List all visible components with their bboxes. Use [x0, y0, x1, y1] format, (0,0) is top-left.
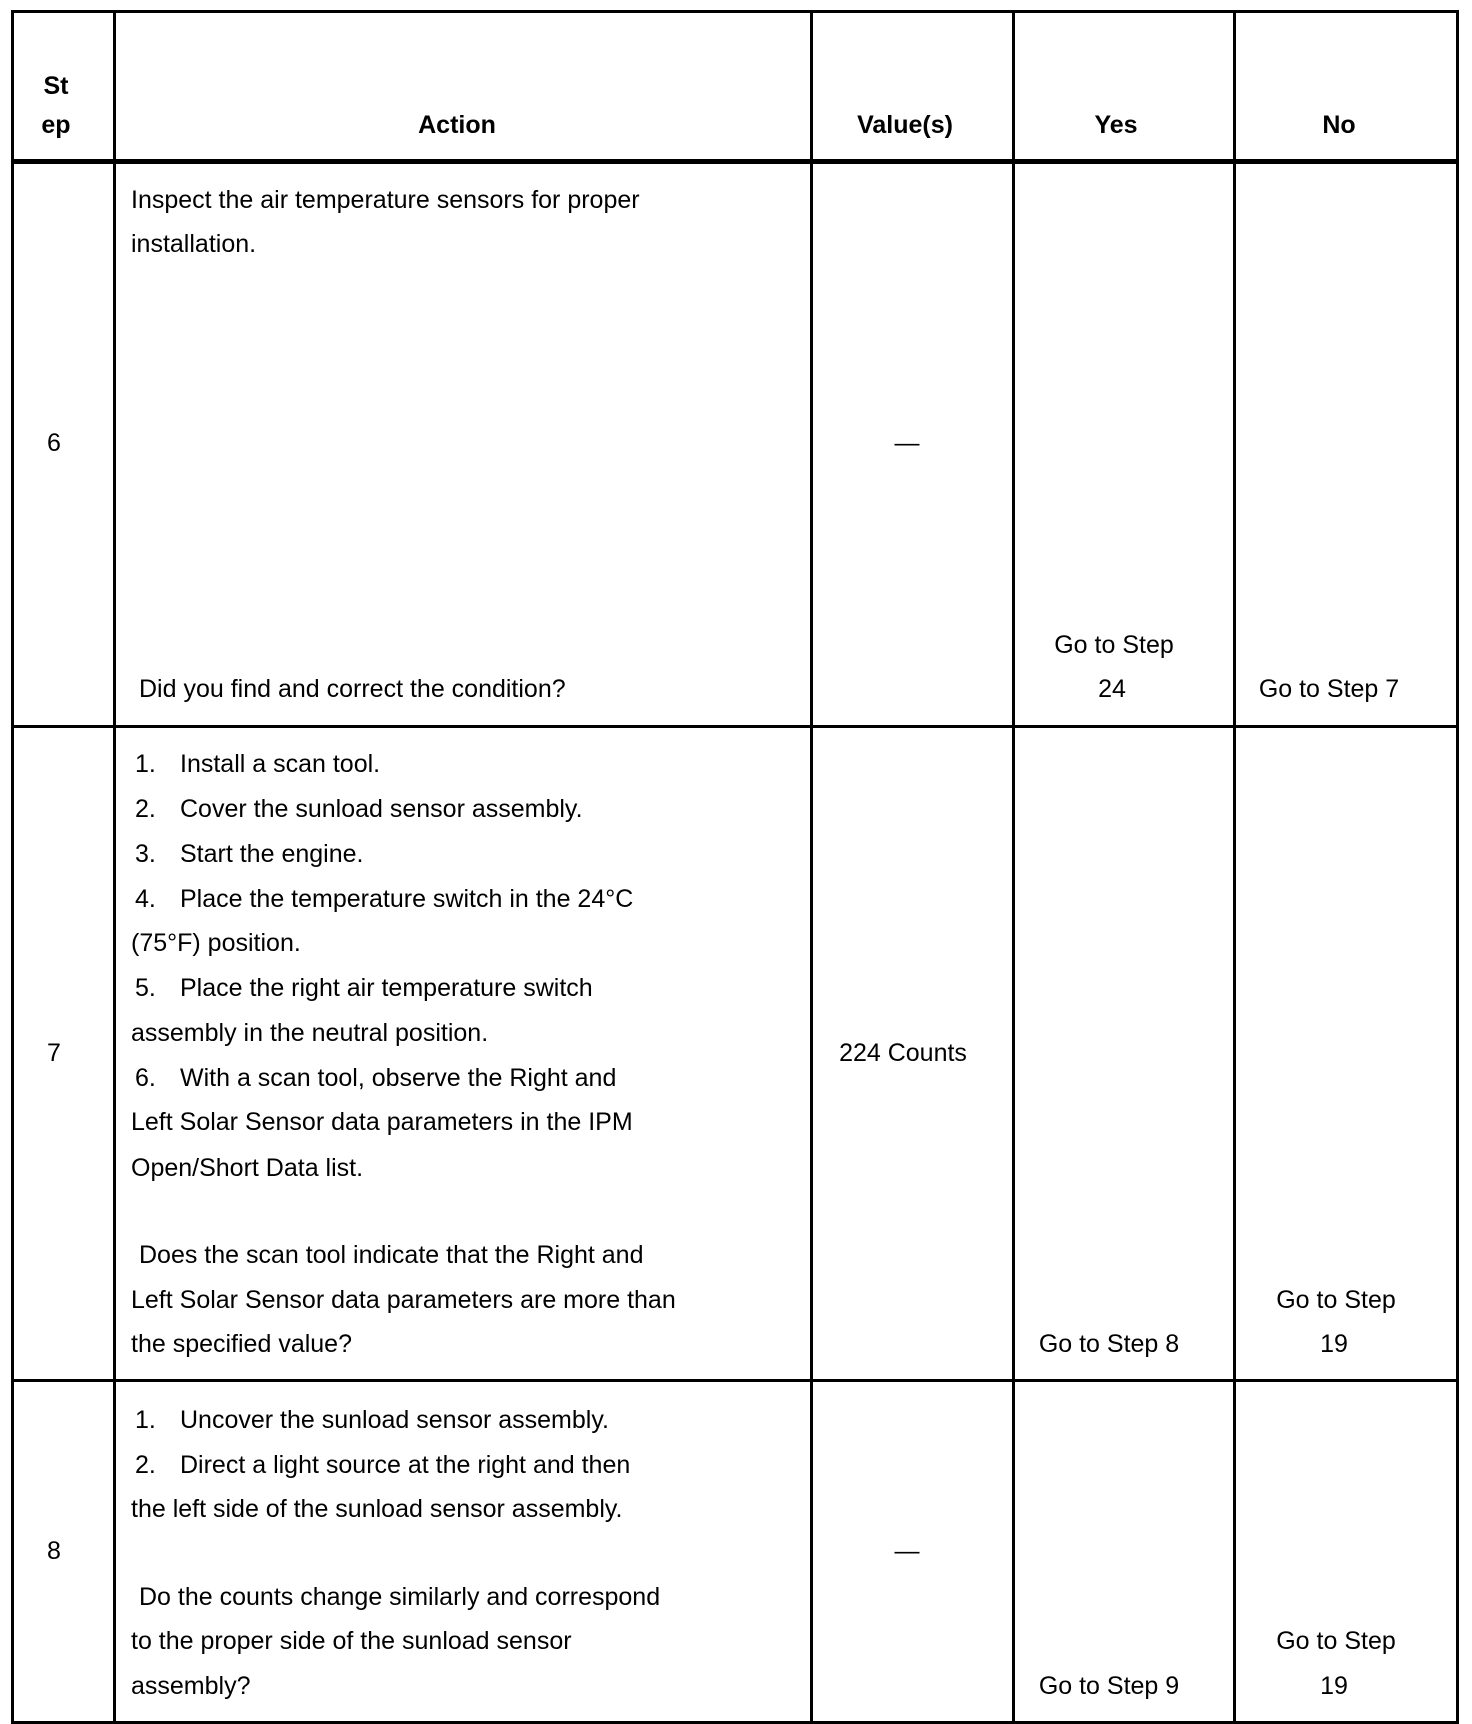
- table-border-top: [11, 10, 1459, 13]
- item-text: (75°F) position.: [131, 929, 301, 957]
- table-border-right: [1456, 10, 1459, 1724]
- item-number: 4.: [135, 885, 156, 913]
- item-text: Open/Short Data list.: [131, 1154, 364, 1182]
- action-question: Left Solar Sensor data parameters are more than: [131, 1286, 676, 1314]
- item-number: 2.: [135, 1451, 156, 1479]
- step-number: 6: [47, 429, 61, 457]
- value-cell: —: [894, 1537, 920, 1565]
- item-number: 1.: [135, 750, 156, 778]
- column-divider: [1012, 10, 1015, 1724]
- table-border-left: [11, 10, 14, 1724]
- item-text: assembly in the neutral position.: [131, 1019, 489, 1047]
- column-divider: [1233, 10, 1236, 1724]
- item-text: Place the temperature switch in the 24°C: [180, 885, 634, 913]
- item-text: the left side of the sunload sensor assembly.: [131, 1495, 623, 1523]
- header-divider: [11, 159, 1459, 164]
- header-yes: Yes: [1094, 111, 1138, 139]
- action-question: Do the counts change similarly and correspond: [139, 1583, 661, 1611]
- item-number: 5.: [135, 974, 156, 1002]
- header-action: Action: [418, 111, 496, 139]
- action-text: Inspect the air temperature sensors for proper: [131, 186, 640, 214]
- item-text: Start the engine.: [180, 840, 364, 868]
- value-cell: 224 Counts: [839, 1039, 967, 1067]
- step-number: 8: [47, 1537, 61, 1565]
- item-text: With a scan tool, observe the Right and: [180, 1064, 617, 1092]
- item-number: 6.: [135, 1064, 156, 1092]
- no-link[interactable]: Go to Step: [1276, 1286, 1396, 1314]
- action-text: installation.: [131, 230, 257, 258]
- item-text: Uncover the sunload sensor assembly.: [180, 1406, 609, 1434]
- no-link[interactable]: 19: [1320, 1330, 1348, 1358]
- action-question: the specified value?: [131, 1330, 352, 1358]
- yes-link[interactable]: Go to Step 9: [1038, 1672, 1180, 1700]
- step-number: 7: [47, 1039, 61, 1067]
- no-link[interactable]: 19: [1320, 1672, 1348, 1700]
- action-question: Did you find and correct the condition?: [139, 675, 566, 703]
- header-no: No: [1322, 111, 1356, 139]
- header-step: St: [43, 72, 69, 100]
- no-link[interactable]: Go to Step: [1276, 1627, 1396, 1655]
- action-question: Does the scan tool indicate that the Right and: [139, 1241, 644, 1269]
- column-divider: [113, 10, 116, 1724]
- action-question: assembly?: [131, 1672, 251, 1700]
- row-divider: [11, 725, 1459, 728]
- item-text: Left Solar Sensor data parameters in the IPM: [131, 1108, 633, 1136]
- item-text: Install a scan tool.: [180, 750, 381, 778]
- header-step: ep: [41, 111, 71, 139]
- yes-link[interactable]: Go to Step 8: [1038, 1330, 1180, 1358]
- item-number: 1.: [135, 1406, 156, 1434]
- no-link[interactable]: Go to Step 7: [1258, 675, 1400, 703]
- item-number: 2.: [135, 795, 156, 823]
- header-values: Value(s): [857, 111, 953, 139]
- column-divider: [810, 10, 813, 1724]
- value-cell: —: [894, 429, 920, 457]
- row-divider: [11, 1379, 1459, 1382]
- yes-link[interactable]: Go to Step: [1054, 631, 1174, 659]
- item-number: 3.: [135, 840, 156, 868]
- item-text: Place the right air temperature switch: [180, 974, 593, 1002]
- yes-link[interactable]: 24: [1098, 675, 1126, 703]
- item-text: Direct a light source at the right and then: [180, 1451, 631, 1479]
- item-text: Cover the sunload sensor assembly.: [180, 795, 583, 823]
- action-question: to the proper side of the sunload sensor: [131, 1627, 572, 1655]
